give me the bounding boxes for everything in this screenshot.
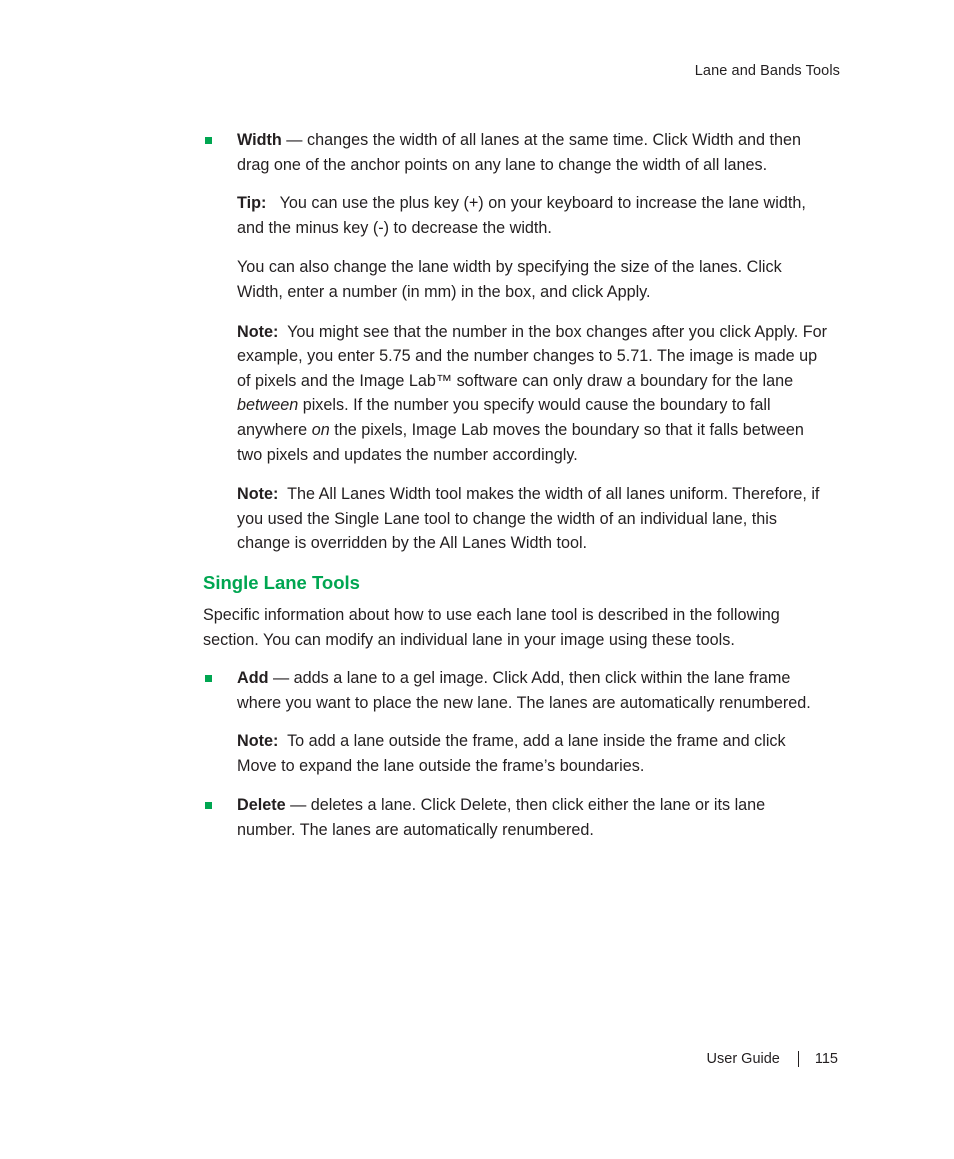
footer-separator <box>798 1051 799 1067</box>
square-bullet-icon <box>205 802 212 809</box>
bullet-item-width <box>203 128 828 177</box>
page-content <box>203 128 828 857</box>
note-add <box>237 729 828 778</box>
note-text-1: You might see that the number in the box changes after you click Apply. For example, you enter 5.75 and the number changes to 5.71. The image is made up of pixels and the Image Lab™ software can only draw a boundary for the lane <box>237 322 827 390</box>
term-delete: Delete <box>237 796 286 815</box>
add-text: adds a lane to a gel image. Click Add, then click within the lane frame where you want to place the new lane. The lanes are automatically renumbered. <box>237 669 811 712</box>
bullet-item-add <box>203 666 828 715</box>
note-emphasis-between: between <box>237 396 299 415</box>
em-dash: — <box>268 669 294 688</box>
square-bullet-icon <box>205 137 212 144</box>
em-dash: — <box>281 131 307 149</box>
square-bullet-icon <box>205 675 212 682</box>
delete-description <box>237 793 828 842</box>
bullet-item-delete <box>203 793 828 842</box>
footer-guide-label: User Guide <box>706 1051 780 1067</box>
width-text: changes the width of all lanes at the same time. Click Width and then drag one of the anchor points on any lane to change the width of all lanes. <box>237 131 801 174</box>
note-pixels <box>237 320 828 468</box>
section-intro: Specific information about how to use each lane tool is described in the following section. You can modify an individual lane in your image using these tools. <box>203 605 780 649</box>
note-all-lanes <box>237 482 828 556</box>
add-description <box>237 666 828 715</box>
em-dash: — <box>285 796 311 815</box>
tip-width <box>237 191 828 240</box>
width-paragraph: You can also change the lane width by specifying the size of the lanes. Click Width, enter a number (in mm) in the box, and click Apply. <box>237 258 782 301</box>
page-number: 115 <box>814 1051 838 1067</box>
page-footer <box>707 1051 838 1067</box>
delete-text: deletes a lane. Click Delete, then click either the lane or its lane number. The lanes are automatically renumbered. <box>237 796 766 840</box>
section-heading-single-lane-tools: Single Lane Tools <box>203 571 360 593</box>
term-width: Width <box>237 131 282 149</box>
running-header: Lane and Bands Tools <box>694 63 840 79</box>
tip-label: Tip: <box>237 194 267 213</box>
note-label: Note: <box>237 485 279 504</box>
width-description <box>237 128 828 177</box>
note-label: Note: <box>237 732 279 751</box>
term-add: Add <box>237 669 269 688</box>
tip-text: You can use the plus key (+) on your keyboard to increase the lane width, and the minus key (-) to decrease the width. <box>237 194 806 237</box>
note-text-2: pixels. If the number you specify would cause the boundary to fall anywhere <box>237 396 771 439</box>
note-text-3: the pixels, Image Lab moves the boundary so that it falls between two pixels and updates the number accordingly. <box>237 420 804 464</box>
note-text: To add a lane outside the frame, add a lane inside the frame and click Move to expand the lane outside the frame’s boundaries. <box>237 732 786 775</box>
note-text: The All Lanes Width tool makes the width of all lanes uniform. Therefore, if you used the Single Lane tool to change the width of an individual lane, this change is overridden by the All Lanes Width tool. <box>237 485 820 553</box>
note-emphasis-on: on <box>311 420 330 439</box>
note-label: Note: <box>237 322 279 341</box>
